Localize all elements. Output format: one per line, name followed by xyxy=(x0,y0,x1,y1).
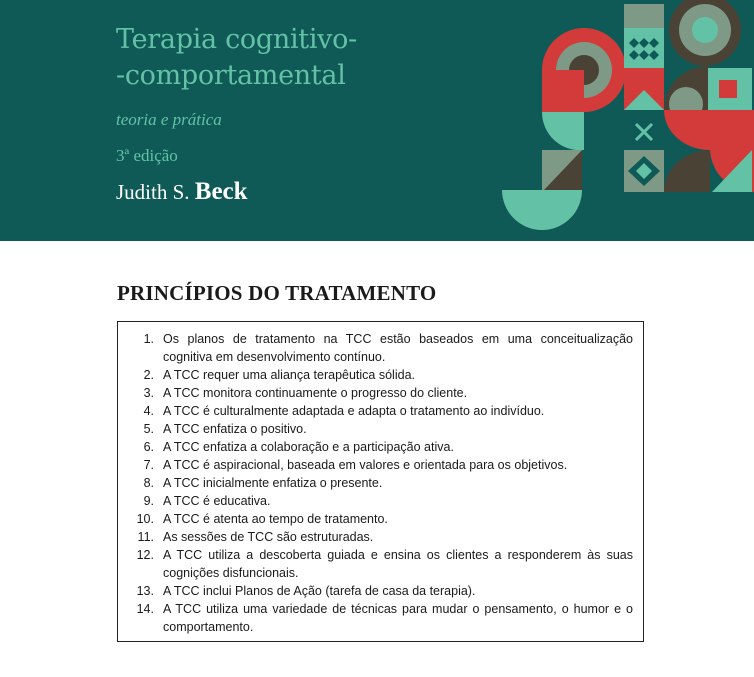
principle-number: 5. xyxy=(143,422,154,436)
principle-item xyxy=(126,510,633,528)
principle-item xyxy=(126,438,633,456)
book-title xyxy=(116,22,357,94)
principle-number: 6. xyxy=(143,440,154,454)
book-cover-header xyxy=(0,0,754,241)
book-title-line1: Terapia cognitivo- xyxy=(116,24,357,55)
principle-text: A TCC é aspiracional, baseada em valores e orientada para os objetivos. xyxy=(163,458,568,472)
principle-text: As sessões de TCC são estruturadas. xyxy=(163,530,374,544)
principle-item xyxy=(126,582,633,600)
principle-item xyxy=(126,600,633,636)
principle-item xyxy=(126,402,633,420)
principle-number: 7. xyxy=(143,458,154,472)
principle-text: A TCC utiliza a descoberta guiada e ensina os clientes a responderem às suas cognições disfuncionais. xyxy=(163,548,633,580)
principle-number: 13. xyxy=(136,584,154,598)
principle-number: 10. xyxy=(136,512,154,526)
principle-number: 14. xyxy=(136,602,154,616)
principle-item xyxy=(126,384,633,402)
principle-number: 11. xyxy=(137,530,154,544)
principle-item xyxy=(126,330,633,366)
principle-text: A TCC requer uma aliança terapêutica sólida. xyxy=(163,368,415,382)
principle-text: A TCC inicialmente enfatiza o presente. xyxy=(163,476,383,490)
principle-text: A TCC enfatiza a colaboração e a participação ativa. xyxy=(163,440,454,454)
principle-item xyxy=(126,474,633,492)
principles-list xyxy=(118,322,643,636)
principle-item xyxy=(126,456,633,474)
principle-item xyxy=(126,528,633,546)
principle-text: A TCC é atenta ao tempo de tratamento. xyxy=(163,512,388,526)
principle-number: 1. xyxy=(143,332,154,346)
principle-item xyxy=(126,546,633,582)
principle-text: A TCC enfatiza o positivo. xyxy=(163,422,307,436)
principle-text: A TCC utiliza uma variedade de técnicas para mudar o pensamento, o humor e o comportamento. xyxy=(163,602,633,634)
section-heading: PRINCÍPIOS DO TRATAMENTO xyxy=(117,281,437,305)
principles-box xyxy=(117,321,644,642)
principle-text: A TCC monitora continuamente o progresso do cliente. xyxy=(163,386,468,400)
book-author xyxy=(116,178,248,206)
author-first-name: Judith S. xyxy=(116,180,190,204)
principle-number: 2. xyxy=(143,368,154,382)
geometric-pattern-illustration xyxy=(500,0,754,241)
principle-number: 9. xyxy=(143,494,154,508)
author-last-name: Beck xyxy=(194,178,248,205)
principle-number: 8. xyxy=(143,476,154,490)
principle-text: Os planos de tratamento na TCC estão baseados em uma conceitualização cognitiva em desenvolvimento contínuo. xyxy=(163,332,633,364)
book-subtitle: teoria e prática xyxy=(116,110,222,129)
principle-number: 3. xyxy=(143,386,154,400)
principle-text: A TCC é culturalmente adaptada e adapta o tratamento ao indivíduo. xyxy=(163,404,545,418)
book-title-line2: -comportamental xyxy=(116,60,346,91)
principle-item xyxy=(126,420,633,438)
principle-number: 4. xyxy=(143,404,154,418)
book-edition: 3ª edição xyxy=(116,146,178,165)
principle-item xyxy=(126,492,633,510)
principle-text: A TCC é educativa. xyxy=(163,494,271,508)
principle-number: 12. xyxy=(136,548,154,562)
principle-item xyxy=(126,366,633,384)
principle-text: A TCC inclui Planos de Ação (tarefa de casa da terapia). xyxy=(163,584,476,598)
